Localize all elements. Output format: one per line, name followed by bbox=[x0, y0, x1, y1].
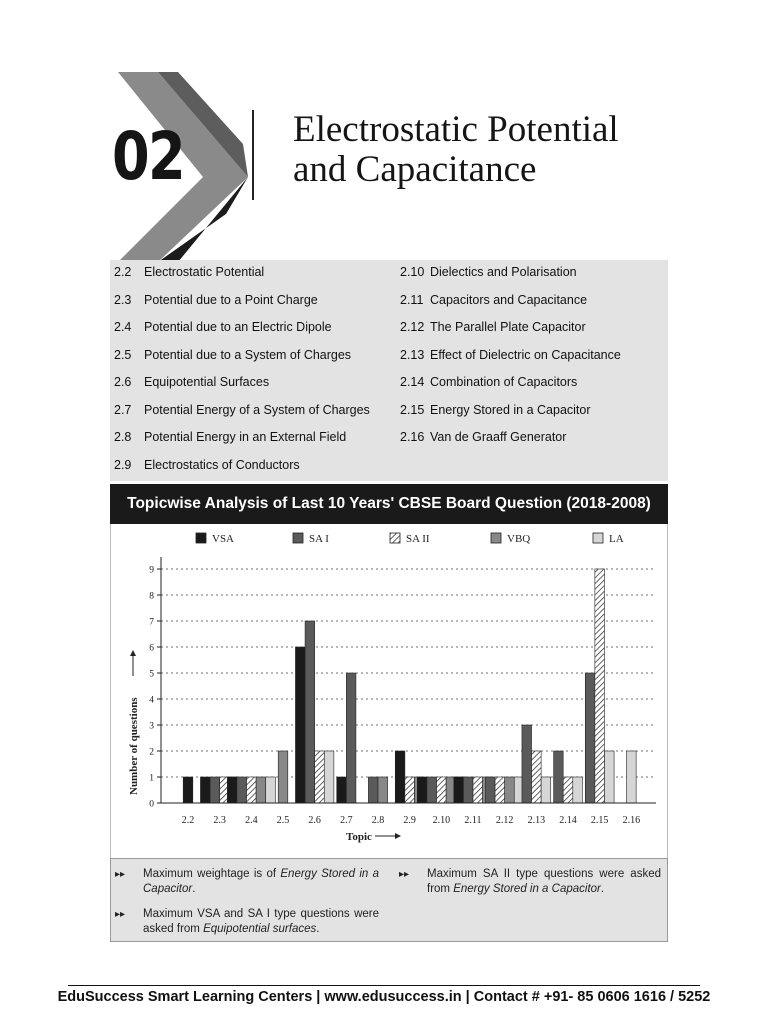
bar bbox=[295, 647, 305, 803]
bar bbox=[417, 777, 427, 803]
topic-item: 2.2 Electrostatic Potential bbox=[114, 265, 265, 279]
x-tick-label: 2.16 bbox=[622, 815, 641, 826]
bar bbox=[278, 751, 288, 803]
note-item: ▸▸ Maximum SA II type questions were asked from Energy Stored in a Capacitor. bbox=[399, 868, 661, 895]
footer: EduSuccess Smart Learning Centers | www.edusuccess.in | Contact # +91- 85 0606 1616 / 5252 bbox=[57, 989, 711, 1005]
bar bbox=[563, 777, 573, 803]
y-tick-label: 6 bbox=[149, 643, 154, 654]
bar bbox=[505, 777, 515, 803]
x-tick-label: 2.12 bbox=[495, 815, 514, 826]
chart-title: Topicwise Analysis of Last 10 Years' CBSE Board Question (2018-2008) bbox=[127, 495, 651, 512]
topic-item: 2.13 Effect of Dielectric on Capacitance bbox=[400, 347, 621, 362]
y-tick-label: 2 bbox=[149, 747, 154, 758]
y-tick-label: 9 bbox=[149, 565, 154, 576]
bar bbox=[247, 777, 257, 803]
bar bbox=[532, 751, 542, 803]
y-tick-label: 5 bbox=[149, 669, 154, 680]
topic-item: 2.11 Capacitors and Capacitance bbox=[400, 292, 588, 307]
topic-item: 2.7 Potential Energy of a System of Charges bbox=[114, 402, 370, 417]
legend-label: LA bbox=[609, 533, 624, 545]
chart-area bbox=[110, 524, 668, 859]
bar bbox=[305, 621, 315, 803]
y-tick-label: 7 bbox=[149, 617, 154, 628]
bar bbox=[210, 777, 220, 803]
y-tick-label: 4 bbox=[149, 695, 154, 706]
bar bbox=[627, 751, 637, 803]
bar bbox=[454, 777, 464, 803]
topics-left-column bbox=[114, 265, 370, 485]
title-divider bbox=[252, 110, 254, 200]
bar bbox=[256, 777, 266, 803]
topics-list bbox=[110, 260, 668, 481]
y-axis-label: Number of questions bbox=[128, 697, 140, 795]
bar bbox=[522, 725, 532, 803]
note-item: ▸▸ Maximum weightage is of Energy Stored in a Capacitor. bbox=[115, 868, 379, 895]
legend-label: SA I bbox=[309, 533, 329, 545]
bar bbox=[227, 777, 237, 803]
legend-swatch bbox=[196, 533, 206, 543]
topic-item: 2.3 Potential due to a Point Charge bbox=[114, 292, 318, 307]
bar bbox=[405, 777, 415, 803]
double-arrow-icon: ▸▸ bbox=[115, 909, 126, 920]
bar bbox=[337, 777, 347, 803]
topic-item: 2.6 Equipotential Surfaces bbox=[114, 375, 270, 389]
x-tick-label: 2.5 bbox=[276, 815, 290, 826]
bar bbox=[585, 673, 595, 803]
legend-swatch bbox=[293, 533, 303, 543]
analysis-notes bbox=[110, 858, 668, 942]
y-tick-label: 8 bbox=[149, 591, 154, 602]
chapter-title-line2: and Capacitance bbox=[293, 149, 537, 190]
topic-item: 2.15 Energy Stored in a Capacitor bbox=[400, 402, 591, 417]
bar bbox=[183, 777, 193, 803]
bar bbox=[541, 777, 551, 803]
topic-item: 2.14 Combination of Capacitors bbox=[400, 375, 578, 389]
chart-title-bar bbox=[110, 484, 668, 524]
y-axis-arrowhead-icon bbox=[130, 650, 136, 656]
legend-label: VBQ bbox=[507, 533, 531, 545]
bar bbox=[495, 777, 505, 803]
topic-item: 2.5 Potential due to a System of Charges bbox=[114, 347, 352, 362]
legend-label: SA II bbox=[406, 533, 430, 545]
bar bbox=[573, 777, 583, 803]
bar bbox=[595, 569, 605, 803]
x-tick-label: 2.2 bbox=[181, 815, 195, 826]
bar bbox=[463, 777, 473, 803]
legend-swatch bbox=[491, 533, 501, 543]
y-tick-label: 3 bbox=[149, 721, 154, 732]
double-arrow-icon: ▸▸ bbox=[399, 869, 410, 880]
x-tick-label: 2.4 bbox=[245, 815, 258, 826]
bar-chart bbox=[111, 524, 667, 859]
topic-item: 2.8 Potential Energy in an External Field bbox=[114, 430, 347, 444]
bar bbox=[324, 751, 334, 803]
double-arrow-icon: ▸▸ bbox=[115, 869, 126, 880]
legend-swatch bbox=[390, 533, 400, 543]
topic-item: 2.16 Van de Graaff Generator bbox=[400, 430, 567, 444]
x-tick-label: 2.9 bbox=[403, 815, 416, 826]
x-axis-label: Topic bbox=[346, 831, 372, 843]
topic-item: 2.9 Electrostatics of Conductors bbox=[114, 457, 300, 472]
note-item: ▸▸ Maximum VSA and SA I type questions were asked from Equipotential surfaces. bbox=[115, 908, 379, 935]
x-tick-label: 2.7 bbox=[340, 815, 353, 826]
bar bbox=[427, 777, 437, 803]
x-axis-arrowhead-icon bbox=[395, 833, 401, 839]
y-tick-label: 1 bbox=[149, 773, 154, 784]
bar bbox=[237, 777, 247, 803]
bar bbox=[604, 751, 614, 803]
topic-item: 2.10 Dielectics and Polarisation bbox=[400, 265, 577, 279]
legend-swatch bbox=[593, 533, 603, 543]
bar bbox=[368, 777, 378, 803]
topic-item: 2.12 The Parallel Plate Capacitor bbox=[400, 320, 586, 334]
bar bbox=[485, 777, 495, 803]
bar bbox=[395, 751, 405, 803]
x-tick-label: 2.8 bbox=[371, 815, 385, 826]
chapter-title bbox=[293, 110, 619, 190]
topic-item: 2.4 Potential due to an Electric Dipole bbox=[114, 320, 332, 334]
legend-label: VSA bbox=[212, 533, 235, 545]
bar bbox=[200, 777, 210, 803]
bar bbox=[346, 673, 356, 803]
y-tick-label: 0 bbox=[149, 799, 154, 810]
x-tick-label: 2.15 bbox=[590, 815, 609, 826]
bar bbox=[437, 777, 447, 803]
topics-right-column bbox=[400, 265, 621, 458]
x-tick-label: 2.13 bbox=[527, 815, 546, 826]
chapter-number: 02 bbox=[112, 118, 185, 195]
x-tick-label: 2.6 bbox=[308, 815, 321, 826]
bar bbox=[473, 777, 483, 803]
footer-divider bbox=[68, 985, 700, 986]
x-tick-label: 2.14 bbox=[559, 815, 577, 826]
bar bbox=[266, 777, 276, 803]
x-tick-label: 2.11 bbox=[464, 815, 482, 826]
x-tick-label: 2.10 bbox=[432, 815, 451, 826]
bar bbox=[378, 777, 388, 803]
bar bbox=[554, 751, 564, 803]
x-tick-label: 2.3 bbox=[213, 815, 226, 826]
chapter-title-line1: Electrostatic Potential bbox=[293, 109, 619, 150]
bar bbox=[315, 751, 325, 803]
